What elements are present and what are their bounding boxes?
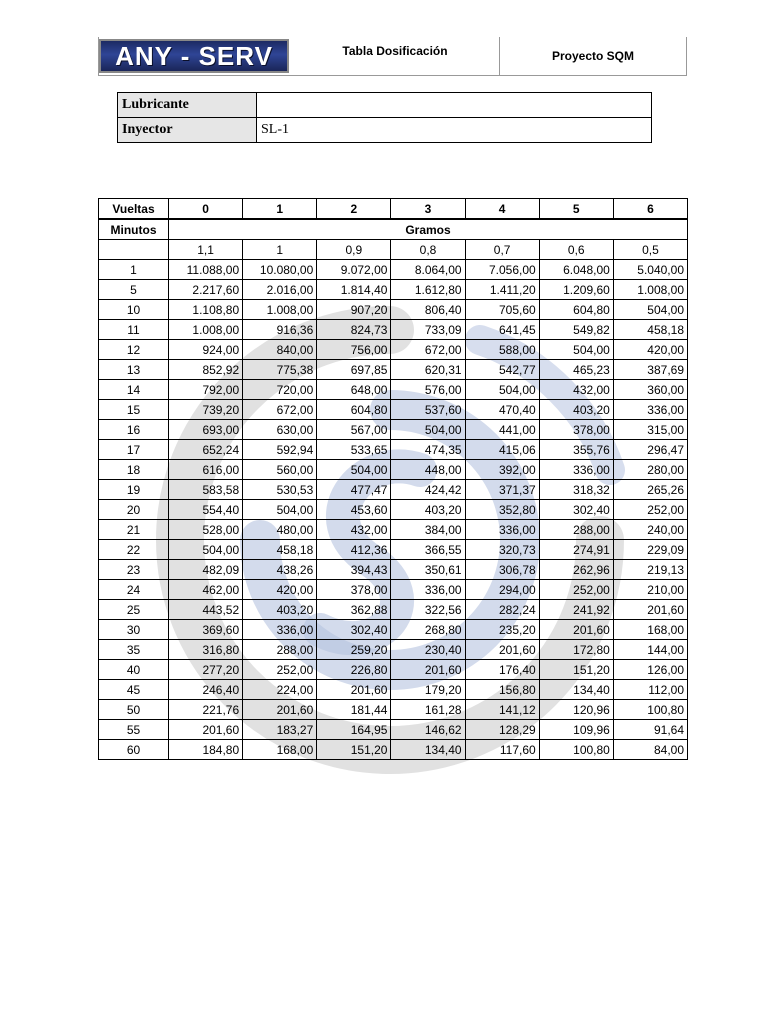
grams-cell: 336,00: [391, 580, 465, 600]
minutes-cell: 13: [99, 360, 169, 380]
grams-cell: 201,60: [391, 660, 465, 680]
grams-cell: 378,00: [317, 580, 391, 600]
grams-cell: 453,60: [317, 500, 391, 520]
minutes-cell: 1: [99, 260, 169, 280]
minutes-cell: 10: [99, 300, 169, 320]
grams-cell: 441,00: [465, 420, 539, 440]
grams-cell: 916,36: [243, 320, 317, 340]
minutes-cell: 12: [99, 340, 169, 360]
table-row: [99, 540, 688, 560]
grams-cell: 792,00: [169, 380, 243, 400]
grams-cell: 438,26: [243, 560, 317, 580]
minutes-cell: 35: [99, 640, 169, 660]
table-row: [99, 420, 688, 440]
grams-cell: 268,80: [391, 620, 465, 640]
grams-cell: 458,18: [243, 540, 317, 560]
grams-cell: 120,96: [539, 700, 613, 720]
grams-cell: 378,00: [539, 420, 613, 440]
grams-cell: 117,60: [465, 740, 539, 760]
minutes-cell: 17: [99, 440, 169, 460]
grams-cell: 616,00: [169, 460, 243, 480]
grams-cell: 221,76: [169, 700, 243, 720]
grams-cell: 371,37: [465, 480, 539, 500]
grams-cell: 184,80: [169, 740, 243, 760]
info-label: Lubricante: [118, 93, 257, 118]
grams-cell: 533,65: [317, 440, 391, 460]
grams-cell: 201,60: [539, 620, 613, 640]
grams-cell: 288,00: [243, 640, 317, 660]
grams-cell: 91,64: [613, 720, 687, 740]
minutes-cell: 14: [99, 380, 169, 400]
grams-cell: 172,80: [539, 640, 613, 660]
grams-cell: 235,20: [465, 620, 539, 640]
grams-cell: 336,00: [539, 460, 613, 480]
grams-cell: 141,12: [465, 700, 539, 720]
minutes-cell: 40: [99, 660, 169, 680]
grams-cell: 432,00: [317, 520, 391, 540]
grams-cell: 181,44: [317, 700, 391, 720]
gramos-label: Gramos: [169, 219, 688, 240]
grams-cell: 230,40: [391, 640, 465, 660]
vuelta-header: 1: [243, 199, 317, 220]
factor-cell: 1: [243, 240, 317, 260]
grams-cell: 477,47: [317, 480, 391, 500]
grams-cell: 164,95: [317, 720, 391, 740]
grams-cell: 1.814,40: [317, 280, 391, 300]
grams-cell: 504,00: [243, 500, 317, 520]
factor-cell: 1,1: [169, 240, 243, 260]
grams-cell: 315,00: [613, 420, 687, 440]
grams-cell: 5.040,00: [613, 260, 687, 280]
grams-cell: 10.080,00: [243, 260, 317, 280]
grams-cell: 109,96: [539, 720, 613, 740]
grams-cell: 179,20: [391, 680, 465, 700]
grams-cell: 1.612,80: [391, 280, 465, 300]
grams-cell: 1.108,80: [169, 300, 243, 320]
grams-cell: 592,94: [243, 440, 317, 460]
grams-cell: 252,00: [243, 660, 317, 680]
grams-cell: 350,61: [391, 560, 465, 580]
grams-cell: 756,00: [317, 340, 391, 360]
grams-cell: 274,91: [539, 540, 613, 560]
grams-cell: 201,60: [613, 600, 687, 620]
grams-cell: 387,69: [613, 360, 687, 380]
vuelta-header: 4: [465, 199, 539, 220]
grams-cell: 126,00: [613, 660, 687, 680]
grams-cell: 183,27: [243, 720, 317, 740]
table-row: [99, 720, 688, 740]
grams-cell: 588,00: [465, 340, 539, 360]
minutes-cell: 15: [99, 400, 169, 420]
grams-cell: 537,60: [391, 400, 465, 420]
factor-cell: 0,7: [465, 240, 539, 260]
page-header: [98, 37, 687, 76]
grams-cell: 528,00: [169, 520, 243, 540]
grams-cell: 9.072,00: [317, 260, 391, 280]
vueltas-header-row: [99, 199, 688, 220]
minutos-label: Minutos: [99, 219, 169, 240]
table-row: [99, 480, 688, 500]
grams-cell: 420,00: [243, 580, 317, 600]
info-row-inyector: [118, 118, 652, 143]
grams-cell: 824,73: [317, 320, 391, 340]
grams-cell: 362,88: [317, 600, 391, 620]
grams-cell: 641,45: [465, 320, 539, 340]
table-row: [99, 280, 688, 300]
table-row: [99, 580, 688, 600]
table-row: [99, 500, 688, 520]
grams-cell: 806,40: [391, 300, 465, 320]
logo-text: ANY - SERV: [115, 41, 273, 71]
minutes-cell: 24: [99, 580, 169, 600]
grams-cell: 280,00: [613, 460, 687, 480]
grams-cell: 336,00: [613, 400, 687, 420]
grams-cell: 1.008,00: [169, 320, 243, 340]
table-row: [99, 700, 688, 720]
grams-cell: 302,40: [539, 500, 613, 520]
grams-cell: 474,35: [391, 440, 465, 460]
factor-cell: 0,9: [317, 240, 391, 260]
grams-cell: 604,80: [539, 300, 613, 320]
grams-cell: 465,23: [539, 360, 613, 380]
table-row: [99, 380, 688, 400]
grams-cell: 775,38: [243, 360, 317, 380]
grams-cell: 2.016,00: [243, 280, 317, 300]
grams-cell: 224,00: [243, 680, 317, 700]
minutes-cell: 22: [99, 540, 169, 560]
grams-cell: 504,00: [169, 540, 243, 560]
grams-cell: 6.048,00: [539, 260, 613, 280]
grams-cell: 576,00: [391, 380, 465, 400]
grams-cell: 403,20: [243, 600, 317, 620]
grams-cell: 252,00: [613, 500, 687, 520]
minutes-cell: 5: [99, 280, 169, 300]
grams-cell: 530,53: [243, 480, 317, 500]
grams-cell: 672,00: [243, 400, 317, 420]
grams-cell: 246,40: [169, 680, 243, 700]
grams-cell: 7.056,00: [465, 260, 539, 280]
grams-cell: 360,00: [613, 380, 687, 400]
grams-cell: 2.217,60: [169, 280, 243, 300]
grams-cell: 542,77: [465, 360, 539, 380]
grams-cell: 448,00: [391, 460, 465, 480]
minutes-cell: 16: [99, 420, 169, 440]
grams-cell: 355,76: [539, 440, 613, 460]
grams-cell: 100,80: [539, 740, 613, 760]
grams-cell: 384,00: [391, 520, 465, 540]
grams-cell: 252,00: [539, 580, 613, 600]
grams-cell: 693,00: [169, 420, 243, 440]
table-row: [99, 600, 688, 620]
grams-cell: 296,47: [613, 440, 687, 460]
grams-cell: 1.008,00: [613, 280, 687, 300]
minutes-cell: 55: [99, 720, 169, 740]
minutes-cell: 25: [99, 600, 169, 620]
minutes-cell: 50: [99, 700, 169, 720]
grams-cell: 306,78: [465, 560, 539, 580]
minutes-cell: 19: [99, 480, 169, 500]
table-row: [99, 400, 688, 420]
minutes-cell: 60: [99, 740, 169, 760]
grams-cell: 739,20: [169, 400, 243, 420]
project-name: Proyecto SQM: [551, 49, 635, 63]
grams-cell: 156,80: [465, 680, 539, 700]
minutes-cell: 11: [99, 320, 169, 340]
grams-cell: 168,00: [613, 620, 687, 640]
grams-cell: 504,00: [317, 460, 391, 480]
grams-cell: 134,40: [539, 680, 613, 700]
grams-cell: 924,00: [169, 340, 243, 360]
info-value: SL-1: [257, 118, 652, 143]
vuelta-header: 2: [317, 199, 391, 220]
grams-cell: 168,00: [243, 740, 317, 760]
table-row: [99, 360, 688, 380]
grams-cell: 567,00: [317, 420, 391, 440]
table-row: [99, 640, 688, 660]
grams-cell: 316,80: [169, 640, 243, 660]
grams-cell: 1.411,20: [465, 280, 539, 300]
grams-cell: 8.064,00: [391, 260, 465, 280]
grams-cell: 554,40: [169, 500, 243, 520]
grams-cell: 392,00: [465, 460, 539, 480]
grams-cell: 219,13: [613, 560, 687, 580]
grams-cell: 672,00: [391, 340, 465, 360]
grams-cell: 146,62: [391, 720, 465, 740]
grams-cell: 852,92: [169, 360, 243, 380]
grams-cell: 470,40: [465, 400, 539, 420]
grams-cell: 720,00: [243, 380, 317, 400]
vuelta-header: 0: [169, 199, 243, 220]
grams-cell: 144,00: [613, 640, 687, 660]
factor-cell: 0,8: [391, 240, 465, 260]
grams-cell: 288,00: [539, 520, 613, 540]
table-row: [99, 440, 688, 460]
grams-cell: 424,42: [391, 480, 465, 500]
grams-cell: 504,00: [539, 340, 613, 360]
grams-cell: 652,24: [169, 440, 243, 460]
grams-cell: 443,52: [169, 600, 243, 620]
grams-cell: 549,82: [539, 320, 613, 340]
grams-cell: 336,00: [465, 520, 539, 540]
table-row: [99, 260, 688, 280]
grams-cell: 176,40: [465, 660, 539, 680]
grams-cell: 100,80: [613, 700, 687, 720]
table-row: [99, 520, 688, 540]
grams-cell: 369,60: [169, 620, 243, 640]
grams-cell: 201,60: [465, 640, 539, 660]
grams-cell: 583,58: [169, 480, 243, 500]
grams-cell: 432,00: [539, 380, 613, 400]
grams-cell: 210,00: [613, 580, 687, 600]
info-label: Inyector: [118, 118, 257, 143]
grams-cell: 458,18: [613, 320, 687, 340]
grams-cell: 462,00: [169, 580, 243, 600]
grams-cell: 240,00: [613, 520, 687, 540]
minutes-cell: 18: [99, 460, 169, 480]
grams-cell: 394,43: [317, 560, 391, 580]
grams-cell: 318,32: [539, 480, 613, 500]
factor-row: [99, 240, 688, 260]
table-row: [99, 340, 688, 360]
minutes-cell: 30: [99, 620, 169, 640]
table-row: [99, 300, 688, 320]
grams-cell: 705,60: [465, 300, 539, 320]
grams-cell: 277,20: [169, 660, 243, 680]
grams-cell: 151,20: [317, 740, 391, 760]
minutes-cell: 20: [99, 500, 169, 520]
grams-cell: 504,00: [613, 300, 687, 320]
vuelta-header: 3: [391, 199, 465, 220]
grams-cell: 134,40: [391, 740, 465, 760]
grams-cell: 352,80: [465, 500, 539, 520]
grams-cell: 504,00: [465, 380, 539, 400]
grams-cell: 226,80: [317, 660, 391, 680]
grams-cell: 630,00: [243, 420, 317, 440]
grams-cell: 366,55: [391, 540, 465, 560]
vueltas-label: Vueltas: [99, 199, 169, 220]
grams-cell: 403,20: [539, 400, 613, 420]
factor-empty-cell: [99, 240, 169, 260]
grams-cell: 201,60: [169, 720, 243, 740]
grams-cell: 415,06: [465, 440, 539, 460]
grams-cell: 840,00: [243, 340, 317, 360]
grams-cell: 412,36: [317, 540, 391, 560]
minutos-header-row: [99, 219, 688, 240]
grams-cell: 733,09: [391, 320, 465, 340]
info-table: [117, 92, 652, 143]
grams-cell: 282,24: [465, 600, 539, 620]
grams-cell: 201,60: [243, 700, 317, 720]
grams-cell: 620,31: [391, 360, 465, 380]
table-row: [99, 320, 688, 340]
company-logo: [99, 39, 289, 73]
grams-cell: 480,00: [243, 520, 317, 540]
factor-cell: 0,6: [539, 240, 613, 260]
grams-cell: 648,00: [317, 380, 391, 400]
grams-cell: 322,56: [391, 600, 465, 620]
vuelta-header: 6: [613, 199, 687, 220]
table-row: [99, 740, 688, 760]
grams-cell: 504,00: [391, 420, 465, 440]
grams-cell: 1.008,00: [243, 300, 317, 320]
grams-cell: 336,00: [243, 620, 317, 640]
grams-cell: 320,73: [465, 540, 539, 560]
grams-cell: 294,00: [465, 580, 539, 600]
table-row: [99, 660, 688, 680]
minutes-cell: 23: [99, 560, 169, 580]
grams-cell: 604,80: [317, 400, 391, 420]
grams-cell: 259,20: [317, 640, 391, 660]
grams-cell: 560,00: [243, 460, 317, 480]
minutes-cell: 21: [99, 520, 169, 540]
table-row: [99, 460, 688, 480]
grams-cell: 161,28: [391, 700, 465, 720]
grams-cell: 403,20: [391, 500, 465, 520]
info-value: [257, 93, 652, 118]
grams-cell: 697,85: [317, 360, 391, 380]
grams-cell: 128,29: [465, 720, 539, 740]
table-row: [99, 680, 688, 700]
grams-cell: 907,20: [317, 300, 391, 320]
grams-cell: 262,96: [539, 560, 613, 580]
grams-cell: 482,09: [169, 560, 243, 580]
grams-cell: 302,40: [317, 620, 391, 640]
grams-cell: 201,60: [317, 680, 391, 700]
grams-cell: 11.088,00: [169, 260, 243, 280]
minutes-cell: 45: [99, 680, 169, 700]
table-row: [99, 560, 688, 580]
grams-cell: 112,00: [613, 680, 687, 700]
vuelta-header: 5: [539, 199, 613, 220]
grams-cell: 265,26: [613, 480, 687, 500]
grams-cell: 241,92: [539, 600, 613, 620]
grams-cell: 1.209,60: [539, 280, 613, 300]
grams-cell: 229,09: [613, 540, 687, 560]
info-row-lubricante: [118, 93, 652, 118]
grams-cell: 84,00: [613, 740, 687, 760]
table-row: [99, 620, 688, 640]
dosage-table: [98, 198, 688, 760]
document-title: Tabla Dosificación: [342, 44, 448, 58]
factor-cell: 0,5: [613, 240, 687, 260]
grams-cell: 420,00: [613, 340, 687, 360]
grams-cell: 151,20: [539, 660, 613, 680]
